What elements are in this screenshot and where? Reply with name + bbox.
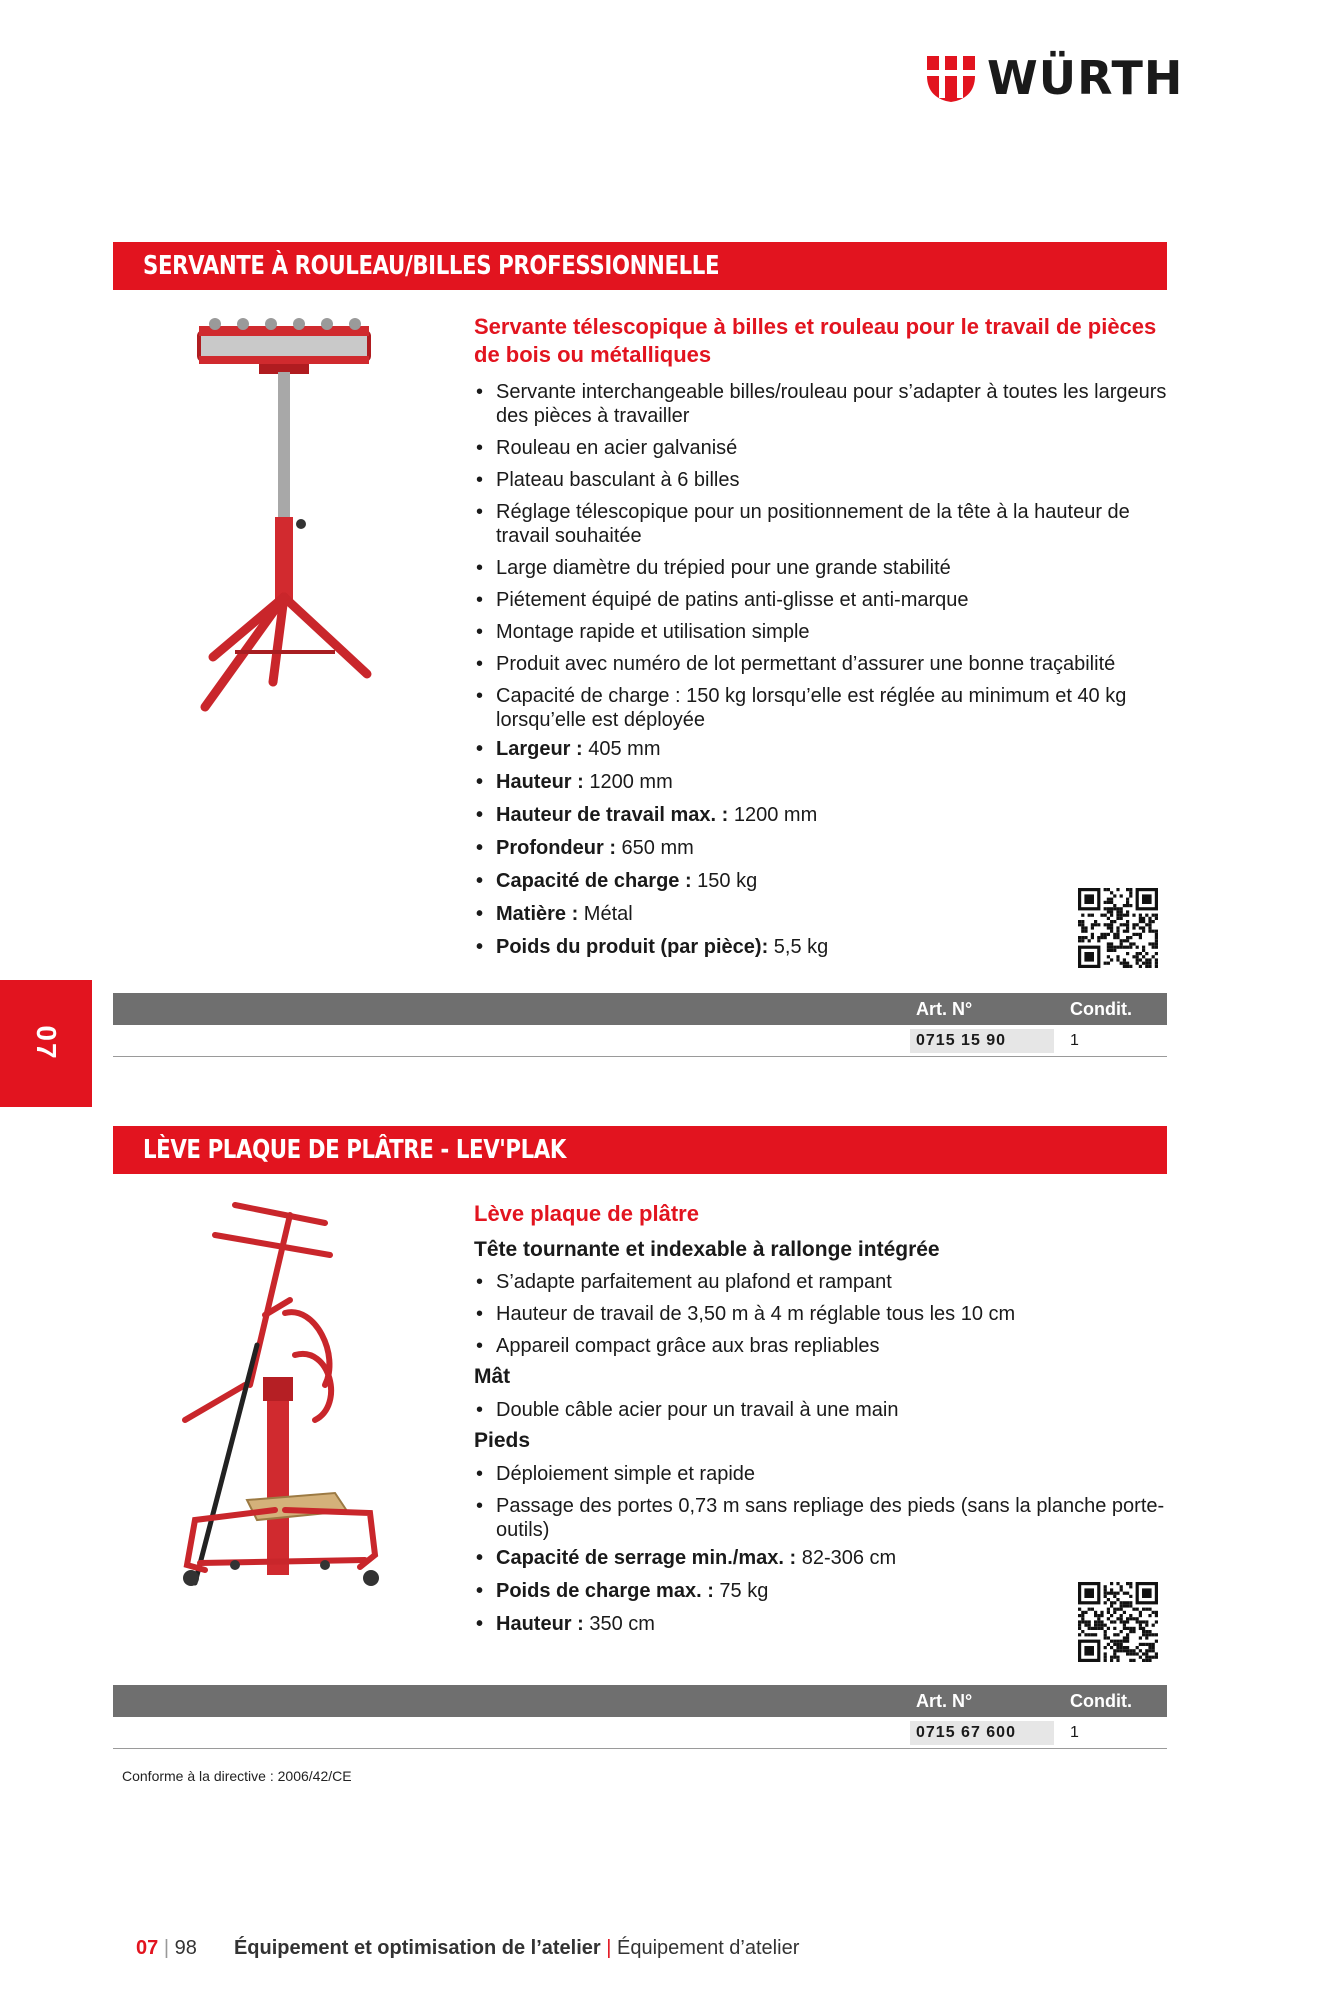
- product1-spec-list: [474, 733, 1034, 964]
- spec-label: Capacité de serrage min./max. :: [496, 1547, 797, 1569]
- product2-head-feature-list: [474, 1270, 1174, 1366]
- product1-section-title: SERVANTE À ROULEAU/BILLES PROFESSIONNELLE: [113, 242, 1167, 290]
- product2-condit: 1: [1070, 1724, 1079, 1741]
- directive-note: Conforme à la directive : 2006/42/CE: [122, 1768, 352, 1784]
- product2-art-number[interactable]: 0715 67 600: [910, 1721, 1054, 1745]
- product2-qr-code[interactable]: [1078, 1582, 1158, 1662]
- art-no-column-header: Art. N°: [916, 999, 973, 1019]
- spec-item: [474, 1542, 1034, 1575]
- spec-value: 1200 mm: [583, 771, 673, 793]
- spec-item: [474, 865, 1034, 898]
- spec-item: [474, 1608, 1034, 1641]
- product2-heading-mast: Mât: [474, 1365, 511, 1388]
- feature-item: • Passage des portes 0,73 m sans repliage des pieds (sans la planche porte-outils): [474, 1494, 1174, 1542]
- feature-item: • Réglage télescopique pour un positionnement de la tête à la hauteur de travail souhaitée: [474, 500, 1174, 548]
- product1-table-row: [113, 1026, 1167, 1057]
- wurth-emblem-icon: [925, 52, 977, 104]
- page-footer: 07 | 98 Équipement et optimisation de l’atelier | Équipement d’atelier: [136, 1937, 800, 1959]
- condit-column-header: Condit.: [1070, 999, 1132, 1019]
- product2-mast-feature-list: [474, 1398, 1174, 1430]
- feature-item: • Servante interchangeable billes/rouleau pour s’adapter à toutes les largeurs des pièces à travailler: [474, 380, 1174, 428]
- footer-category: Équipement et optimisation de l’atelier: [233, 1937, 601, 1959]
- drywall-lift-image: [175, 1195, 395, 1595]
- feature-item: • Appareil compact grâce aux bras repliables: [474, 1334, 1174, 1358]
- product2-section-title: LÈVE PLAQUE DE PLÂTRE - LEV'PLAK: [113, 1126, 1167, 1174]
- spec-item: [474, 931, 1034, 964]
- spec-label: Hauteur :: [496, 1613, 584, 1635]
- spec-label: Largeur :: [496, 738, 583, 760]
- chapter-tab-label: 07: [31, 1025, 62, 1061]
- feature-item: • Montage rapide et utilisation simple: [474, 620, 1174, 644]
- product2-feet-feature-list: [474, 1462, 1174, 1550]
- product1-qr-code[interactable]: [1078, 888, 1158, 968]
- footer-subcategory: Équipement d’atelier: [617, 1937, 800, 1959]
- chapter-tab: [0, 980, 92, 1107]
- feature-item: • Capacité de charge : 150 kg lorsqu’elle est réglée au minimum et 40 kg lorsqu’elle est déployée: [474, 684, 1174, 732]
- feature-item: • Piétement équipé de patins anti-glisse et anti-marque: [474, 588, 1174, 612]
- spec-value: 350 cm: [583, 1613, 655, 1635]
- roller-stand-image: [185, 312, 385, 712]
- product2-table-row: [113, 1718, 1167, 1749]
- feature-item: • Hauteur de travail de 3,50 m à 4 m réglable tous les 10 cm: [474, 1302, 1174, 1326]
- spec-label: Hauteur de travail max. :: [496, 804, 729, 826]
- spec-value: 1200 mm: [728, 804, 818, 826]
- product1-feature-list: [474, 380, 1174, 740]
- spec-value: Métal: [578, 903, 633, 925]
- product2-table-header: [113, 1685, 1167, 1717]
- spec-label: Hauteur :: [496, 771, 584, 793]
- art-no-column-header: Art. N°: [916, 1691, 973, 1711]
- spec-label: Matière :: [496, 903, 579, 925]
- feature-item: • Large diamètre du trépied pour une grande stabilité: [474, 556, 1174, 580]
- product1-art-number[interactable]: 0715 15 90: [910, 1029, 1054, 1053]
- spec-item: [474, 832, 1034, 865]
- spec-value: 82-306 cm: [796, 1547, 897, 1569]
- footer-section-number: 07: [136, 1937, 159, 1959]
- spec-item: [474, 898, 1034, 931]
- spec-value: 405 mm: [582, 738, 661, 760]
- spec-label: Profondeur :: [496, 837, 616, 859]
- brand-name: WÜRTH: [987, 51, 1184, 105]
- product1-condit: 1: [1070, 1032, 1079, 1049]
- spec-item: [474, 799, 1034, 832]
- wurth-logo: [925, 50, 1183, 106]
- spec-item: [474, 766, 1034, 799]
- product1-table-header: [113, 993, 1167, 1025]
- feature-item: • Rouleau en acier galvanisé: [474, 436, 1174, 460]
- product2-subtitle: Lève plaque de plâtre: [474, 1201, 699, 1226]
- spec-value: 5,5 kg: [768, 936, 829, 958]
- feature-item: • Déploiement simple et rapide: [474, 1462, 1174, 1486]
- product2-heading-head: Tête tournante et indexable à rallonge intégrée: [474, 1238, 940, 1261]
- spec-item: [474, 733, 1034, 766]
- spec-label: Poids du produit (par pièce):: [496, 936, 769, 958]
- spec-label: Capacité de charge :: [496, 870, 692, 892]
- product2-heading-feet: Pieds: [474, 1429, 531, 1452]
- footer-page-number: 98: [174, 1937, 197, 1959]
- feature-item: • Plateau basculant à 6 billes: [474, 468, 1174, 492]
- spec-value: 650 mm: [616, 837, 694, 859]
- spec-value: 75 kg: [713, 1580, 769, 1602]
- spec-item: [474, 1575, 1034, 1608]
- feature-item: • S’adapte parfaitement au plafond et rampant: [474, 1270, 1174, 1294]
- spec-value: 150 kg: [691, 870, 758, 892]
- product2-spec-list: [474, 1542, 1034, 1641]
- product1-subtitle: Servante télescopique à billes et rouleau pour le travail de pièces de bois ou métalliques: [474, 314, 1157, 367]
- feature-item: • Double câble acier pour un travail à une main: [474, 1398, 1174, 1422]
- spec-label: Poids de charge max. :: [496, 1580, 714, 1602]
- condit-column-header: Condit.: [1070, 1691, 1132, 1711]
- feature-item: • Produit avec numéro de lot permettant d’assurer une bonne traçabilité: [474, 652, 1174, 676]
